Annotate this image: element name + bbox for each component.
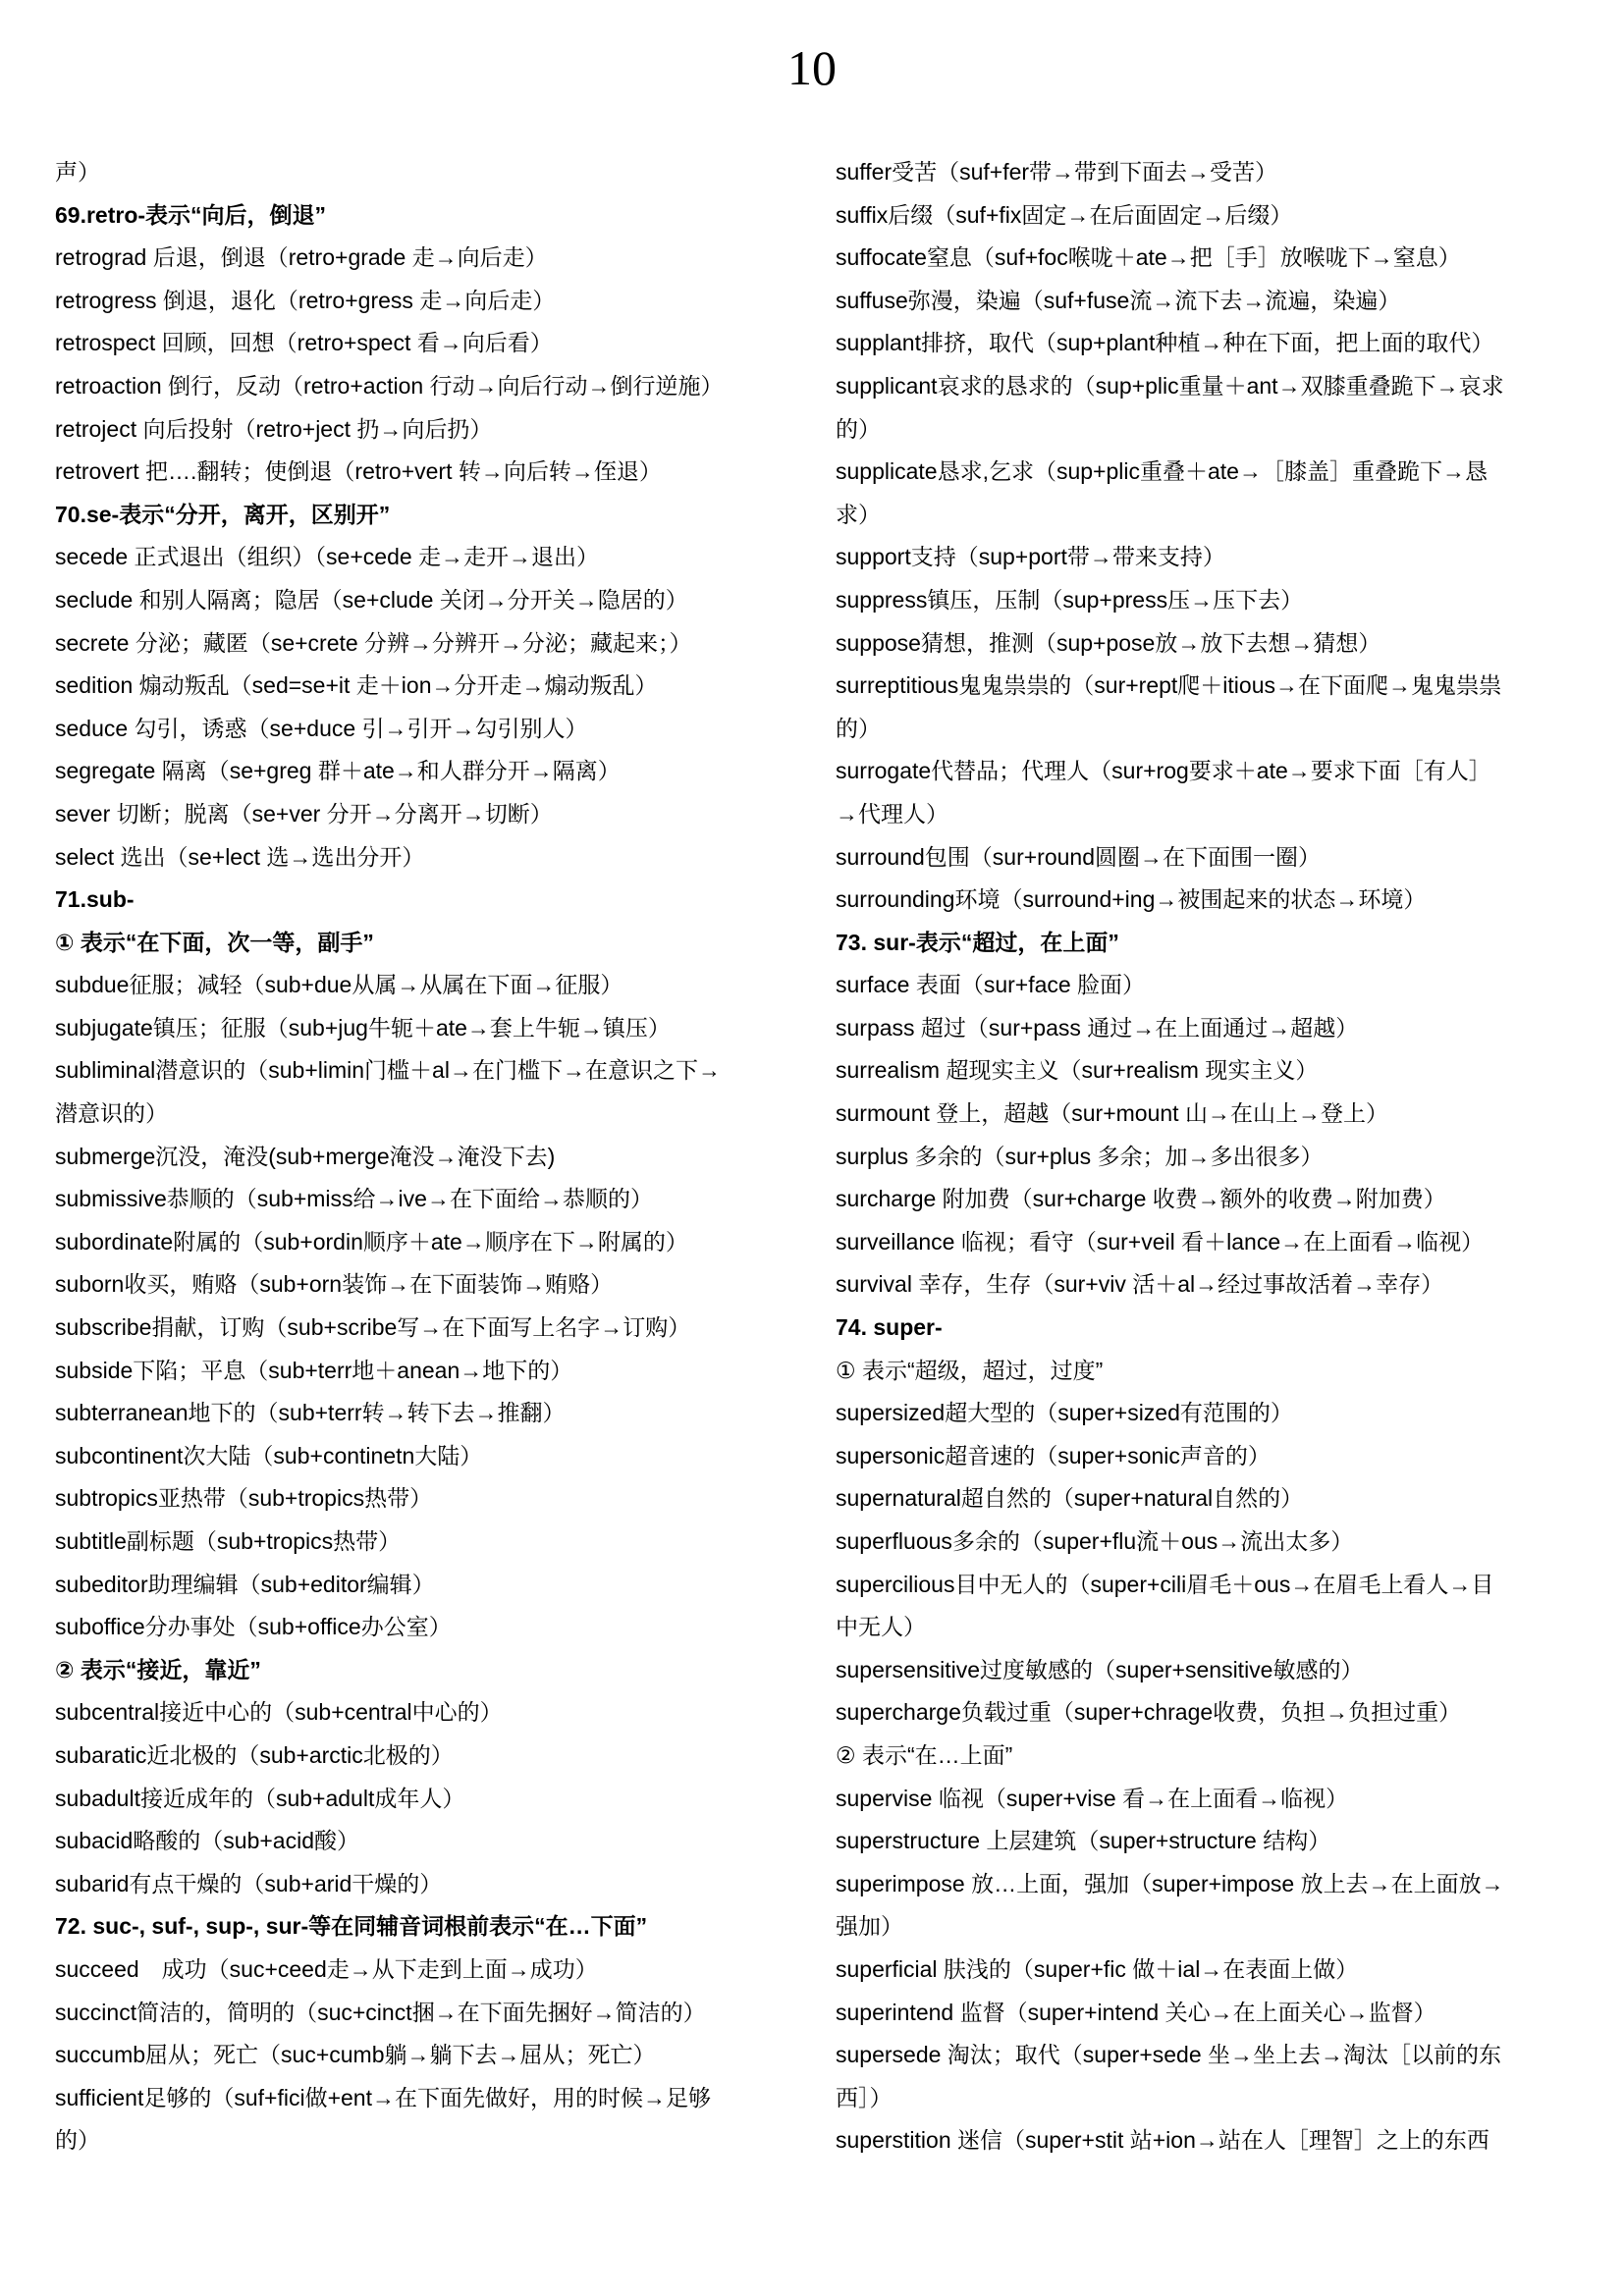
text-line: subtitle副标题（sub+tropics热带）	[55, 1528, 402, 1554]
text-line: seclude 和别人隔离；隐居（se+clude 关闭→分开关→隐居的）	[55, 586, 688, 613]
text-line: succinct简洁的，简明的（suc+cinct捆→在下面先捆好→简洁的）	[55, 1999, 706, 2025]
text-line: superfluous多余的（super+flu流＋ous→流出太多）	[836, 1528, 1354, 1554]
text-line: superstition 迷信（super+stit 站+ion→站在人［理智］之上的东西	[836, 2127, 1489, 2154]
section-heading: 70.se-表示“分开，离开，区别开”	[55, 501, 391, 527]
text-line: seduce 勾引，诱惑（se+duce 引→引开→勾引别人）	[55, 715, 588, 741]
text-line: supersede 淘汰；取代（super+sede 坐→坐上去→淘汰［以前的东	[836, 2042, 1502, 2068]
text-line: supervise 临视（super+vise 看→在上面看→临视）	[836, 1785, 1349, 1811]
text-line: subeditor助理编辑（sub+editor编辑）	[55, 1571, 435, 1597]
text-line: supplicant哀求的恳求的（sup+plic重量＋ant→双膝重叠跪下→哀求	[836, 372, 1504, 399]
text-line: secrete 分泌；藏匿（se+crete 分辨→分辨开→分泌；藏起来；）	[55, 629, 692, 656]
text-line: supplant排挤，取代（sup+plant种植→种在下面，把上面的取代）	[836, 330, 1494, 356]
left-column	[55, 151, 821, 2163]
text-line: 的）	[836, 715, 881, 741]
text-line: subliminal潜意识的（sub+limin门槛＋al→在门槛下→在意识之下→	[55, 1057, 721, 1084]
text-line: subdue征服；减轻（sub+due从属→从属在下面→征服）	[55, 972, 623, 998]
text-line: submerge沉没，淹没(sub+merge淹没→淹没下去)	[55, 1143, 556, 1169]
section-heading: 71.sub-	[55, 886, 135, 913]
text-line: suboffice分办事处（sub+office办公室）	[55, 1614, 452, 1640]
text-line: subcontinent次大陆（sub+continetn大陆）	[55, 1442, 483, 1468]
text-line: ② 表示“在…上面”	[836, 1741, 1013, 1768]
text-line: 中无人）	[836, 1614, 926, 1640]
text-line: surveillance 临视；看守（sur+veil 看＋lance→在上面看→临视）	[836, 1228, 1485, 1255]
text-line: →代理人）	[836, 800, 948, 827]
text-line: retrospect 回顾，回想（retro+spect 看→向后看）	[55, 330, 553, 356]
text-line: subacid略酸的（sub+acid酸）	[55, 1828, 359, 1854]
text-line: subjugate镇压；征服（sub+jug牛轭＋ate→套上牛轭→镇压）	[55, 1014, 671, 1041]
text-line: survival 幸存，生存（sur+viv 活＋al→经过事故活着→幸存）	[836, 1271, 1444, 1298]
text-line: supernatural超自然的（super+natural自然的）	[836, 1485, 1304, 1512]
text-line: retrogress 倒退，退化（retro+gress 走→向后走）	[55, 287, 556, 313]
text-line: 的）	[836, 415, 881, 442]
text-line: support支持（sup+port带→带来支持）	[836, 544, 1225, 570]
text-line: surrealism 超现实主义（sur+realism 现实主义）	[836, 1057, 1319, 1084]
text-line: retrovert 把….翻转；使倒退（retro+vert 转→向后转→侄退）	[55, 458, 662, 485]
text-line: superstructure 上层建筑（super+structure 结构）	[836, 1828, 1331, 1854]
text-line: supplicate恳求,乞求（sup+plic重叠＋ate→［膝盖］重叠跪下→恳	[836, 458, 1488, 485]
page-number: 10	[787, 40, 837, 95]
text-line: subterranean地下的（sub+terr转→转下去→推翻）	[55, 1400, 566, 1426]
text-line: retroject 向后投射（retro+ject 扔→向后扔）	[55, 415, 493, 442]
text-line: subscribe捐献，订购（sub+scribe写→在下面写上名字→订购）	[55, 1314, 691, 1341]
text-line: superintend 监督（super+intend 关心→在上面关心→监督）	[836, 1999, 1436, 2025]
text-line: suffocate窒息（suf+foc喉咙＋ate→把［手］放喉咙下→窒息）	[836, 244, 1461, 271]
text-line: suppress镇压，压制（sup+press压→压下去）	[836, 586, 1304, 613]
text-line: subtropics亚热带（sub+tropics热带）	[55, 1485, 433, 1512]
text-line: segregate 隔离（se+greg 群＋ate→和人群分开→隔离）	[55, 758, 621, 784]
right-column	[836, 151, 1601, 2163]
text-line: superimpose 放…上面，强加（super+impose 放上去→在上面放→	[836, 1870, 1504, 1896]
text-line: surpass 超过（sur+pass 通过→在上面通过→超越）	[836, 1014, 1359, 1041]
text-line: subarid有点干燥的（sub+arid干燥的）	[55, 1870, 443, 1896]
section-heading: ② 表示“接近，靠近”	[55, 1656, 261, 1682]
text-line: 求）	[836, 501, 881, 527]
text-line: sedition 煽动叛乱（sed=se+it 走＋ion→分开走→煽动叛乱）	[55, 672, 658, 699]
text-line: surcharge 附加费（sur+charge 收费→额外的收费→附加费）	[836, 1186, 1446, 1212]
text-line: supersensitive过度敏感的（super+sensitive敏感的）	[836, 1656, 1364, 1682]
text-line: 潜意识的）	[55, 1100, 168, 1127]
text-line: subcentral接近中心的（sub+central中心的）	[55, 1699, 503, 1726]
text-line: superficial 肤浅的（super+fic 做＋ial→在表面上做）	[836, 1955, 1359, 1982]
text-line: 强加）	[836, 1913, 903, 1940]
text-line: sufficient足够的（suf+fici做+ent→在下面先做好，用的时候→足够	[55, 2084, 711, 2110]
text-line: subside下陷；平息（sub+terr地＋anean→地下的）	[55, 1357, 573, 1383]
text-line: subordinate附属的（sub+ordin顺序＋ate→顺序在下→附属的）	[55, 1228, 688, 1255]
text-line: succumb屈从；死亡（suc+cumb躺→躺下去→屈从；死亡）	[55, 2042, 656, 2068]
text-line: supercharge负载过重（super+chrage收费，负担→负担过重）	[836, 1699, 1462, 1726]
text-line: suffer受苦（suf+fer带→带到下面去→受苦）	[836, 159, 1278, 185]
text-line: succeed 成功（suc+ceed走→从下走到上面→成功）	[55, 1955, 598, 1982]
text-line: subadult接近成年的（sub+adult成年人）	[55, 1785, 465, 1811]
text-line: suffix后缀（suf+fix固定→在后面固定→后缀）	[836, 201, 1293, 228]
section-heading: 74. super-	[836, 1314, 943, 1341]
section-heading: 73. sur-表示“超过，在上面”	[836, 929, 1119, 955]
text-line: surrounding环境（surround+ing→被围起来的状态→环境）	[836, 886, 1427, 913]
text-line: submissive恭顺的（sub+miss给→ive→在下面给→恭顺的）	[55, 1186, 653, 1212]
text-line: select 选出（se+lect 选→选出分开）	[55, 843, 425, 870]
text-line: surround包围（sur+round圆圈→在下面围一圈）	[836, 843, 1321, 870]
text-line: retroaction 倒行，反动（retro+action 行动→向后行动→倒行逆施）	[55, 372, 724, 399]
text-line: supersonic超音速的（super+sonic声音的）	[836, 1442, 1271, 1468]
text-line: subaratic近北极的（sub+arctic北极的）	[55, 1741, 454, 1768]
text-line: sever 切断；脱离（se+ver 分开→分离开→切断）	[55, 800, 553, 827]
text-line: surface 表面（sur+face 脸面）	[836, 972, 1146, 998]
text-line: retrograd 后退，倒退（retro+grade 走→向后走）	[55, 244, 548, 271]
text-line: 的）	[55, 2127, 100, 2154]
text-line: ① 表示“超级，超过，过度”	[836, 1357, 1104, 1383]
text-line: 声）	[55, 159, 100, 185]
text-line: suborn收买，贿赂（sub+orn装饰→在下面装饰→贿赂）	[55, 1271, 614, 1298]
text-line: supercilious目中无人的（super+cili眉毛＋ous→在眉毛上看人→目	[836, 1571, 1494, 1597]
section-heading: 69.retro-表示“向后，倒退”	[55, 201, 327, 228]
text-line: surrogate代替品；代理人（sur+rog要求＋ate→要求下面［有人］	[836, 758, 1491, 784]
text-line: 西］）	[836, 2084, 893, 2110]
section-heading: ① 表示“在下面，次一等，副手”	[55, 929, 374, 955]
text-line: suffuse弥漫，染遍（suf+fuse流→流下去→流遍，染遍）	[836, 287, 1401, 313]
text-line: surplus 多余的（sur+plus 多余；加→多出很多）	[836, 1143, 1324, 1169]
text-line: secede 正式退出（组织）（se+cede 走→走开→退出）	[55, 544, 600, 570]
text-line: surreptitious鬼鬼祟祟的（sur+rept爬＋itious→在下面爬→鬼鬼祟祟	[836, 672, 1501, 699]
text-line: suppose猜想，推测（sup+pose放→放下去想→猜想）	[836, 629, 1381, 656]
section-heading: 72. suc-, suf-, sup-, sur-等在同辅音词根前表示“在…下面”	[55, 1913, 648, 1940]
text-line: supersized超大型的（super+sized有范围的）	[836, 1400, 1293, 1426]
text-line: surmount 登上，超越（sur+mount 山→在山上→登上）	[836, 1100, 1388, 1127]
